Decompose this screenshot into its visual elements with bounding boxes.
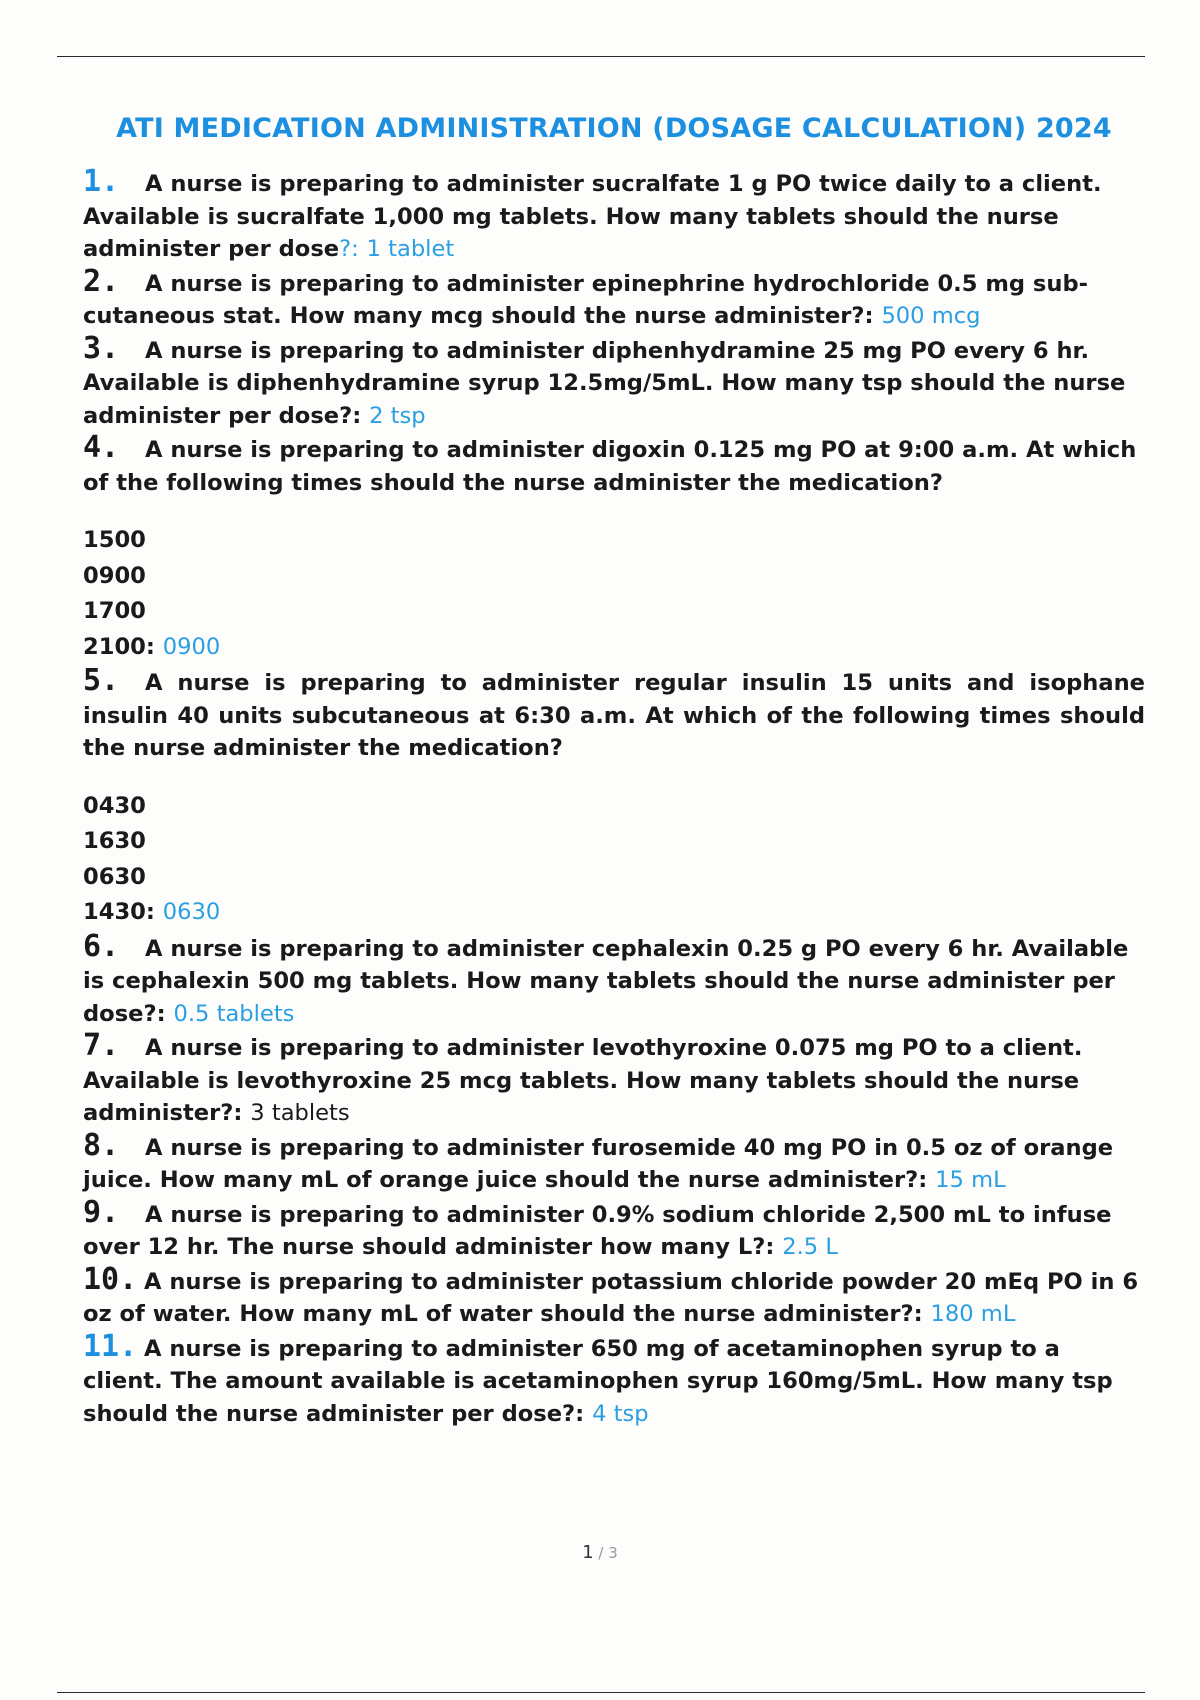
answer-8: 15 mL <box>935 1167 1006 1193</box>
answer-5: 0630 <box>162 899 221 925</box>
question-9 <box>83 1194 1145 1264</box>
question-text: A nurse is preparing to administer digoxin 0.125 mg PO at 9:00 a.m. At which of the following times should the nurse administer the medication? <box>83 437 1137 496</box>
option: 1500 <box>83 527 146 553</box>
question-number: 3. <box>83 330 120 366</box>
question-number: 11. <box>83 1328 138 1364</box>
page-indicator <box>0 1542 1200 1563</box>
top-rule <box>57 56 1145 57</box>
question-text: A nurse is preparing to administer potassium chloride powder 20 mEq PO in 6 oz of water. How many mL of water should the nurse administer?: <box>83 1268 1139 1327</box>
question-text: A nurse is preparing to administer levothyroxine 0.075 mg PO to a client. Available is levothyroxine 25 mcg tablets. How many tablets should the nurse administer?: <box>83 1035 1083 1126</box>
question-text: A nurse is preparing to administer 0.9% sodium chloride 2,500 mL to infuse over 12 hr. The nurse should administer how many L?: <box>83 1201 1112 1260</box>
option-last <box>83 895 1145 931</box>
page-current: 1 <box>582 1542 594 1563</box>
page-separator: / <box>593 1544 609 1562</box>
question-text: A nurse is preparing to administer 650 mg of acetaminophen syrup to a client. The amount available is acetaminophen syrup 160mg/5mL. How many tsp should the nurse administer per dose?: <box>83 1335 1113 1427</box>
question-3 <box>83 330 1145 433</box>
question-number: 1. <box>83 164 120 199</box>
option: 1630 <box>83 828 146 854</box>
question-text: A nurse is preparing to administer regular insulin 15 units and isophane insulin 40 units subcutaneous at 6:30 a.m. At which of the following times should the nurse administer the medication? <box>83 670 1145 761</box>
answer-4: 0900 <box>162 633 221 660</box>
question-number: 7. <box>83 1028 120 1063</box>
answer-1: 1 tablet <box>366 236 455 262</box>
answer-10: 180 mL <box>930 1301 1016 1327</box>
option: 0900 <box>83 562 146 589</box>
question-8 <box>83 1127 1145 1197</box>
question-1 <box>83 166 1145 266</box>
option: 2100: <box>83 633 155 660</box>
question-text: A nurse is preparing to administer diphenhydramine 25 mg PO every 6 hr. Available is diphenhydramine syrup 12.5mg/5mL. How many tsp should the nurse administer per dose?: <box>83 337 1126 429</box>
question-number: 10. <box>83 1261 138 1297</box>
answer-2: 500 mcg <box>881 303 981 329</box>
question-7 <box>83 1030 1145 1130</box>
option: 0430 <box>83 792 146 819</box>
question-10 <box>83 1261 1145 1331</box>
answer-11: 4 tsp <box>592 1400 649 1427</box>
page-title: ATI MEDICATION ADMINISTRATION (DOSAGE CALCULATION) 2024 <box>116 113 1112 144</box>
options-5 <box>83 789 1145 931</box>
question-text: A nurse is preparing to administer cephalexin 0.25 g PO every 6 hr. Available is cephalexin 500 mg tablets. How many tablets should the nurse administer per dose?: <box>83 935 1129 1027</box>
options-4 <box>83 523 1145 665</box>
answer-7: 3 tablets <box>250 1100 350 1126</box>
option: 1700 <box>83 598 146 624</box>
document-page <box>83 113 1145 1430</box>
question-number: 6. <box>83 928 120 964</box>
answer-9: 2.5 L <box>782 1234 838 1260</box>
question-text: A nurse is preparing to administer epinephrine hydrochloride 0.5 mg sub- cutaneous stat. How many mcg should the nurse administer?: <box>83 270 1089 329</box>
answer-3: 2 tsp <box>369 402 426 429</box>
option: 1430: <box>83 899 155 925</box>
question-number: 2. <box>83 263 120 299</box>
question-2 <box>83 263 1145 333</box>
question-number: 4. <box>83 430 120 465</box>
question-4 <box>83 432 1145 499</box>
question-text: A nurse is preparing to administer furosemide 40 mg PO in 0.5 oz of orange juice. How many mL of orange juice should the nurse administer?: <box>83 1134 1114 1193</box>
option: 0630 <box>83 863 146 890</box>
question-6 <box>83 928 1145 1031</box>
answer-6: 0.5 tablets <box>173 1000 295 1027</box>
bottom-rule <box>57 1692 1145 1693</box>
question-number: 8. <box>83 1127 120 1163</box>
page-total: 3 <box>608 1544 618 1562</box>
question-number: 9. <box>83 1194 120 1230</box>
question-text: A nurse is preparing to administer sucralfate 1 g PO twice daily to a client. Available is sucralfate 1,000 mg tablets. How many tablets should the nurse administer per dose <box>83 171 1102 262</box>
question-5 <box>83 665 1145 765</box>
question-11 <box>83 1328 1145 1431</box>
question-separator: ?: <box>339 236 359 262</box>
question-number: 5. <box>83 663 120 698</box>
option-last <box>83 630 1145 666</box>
